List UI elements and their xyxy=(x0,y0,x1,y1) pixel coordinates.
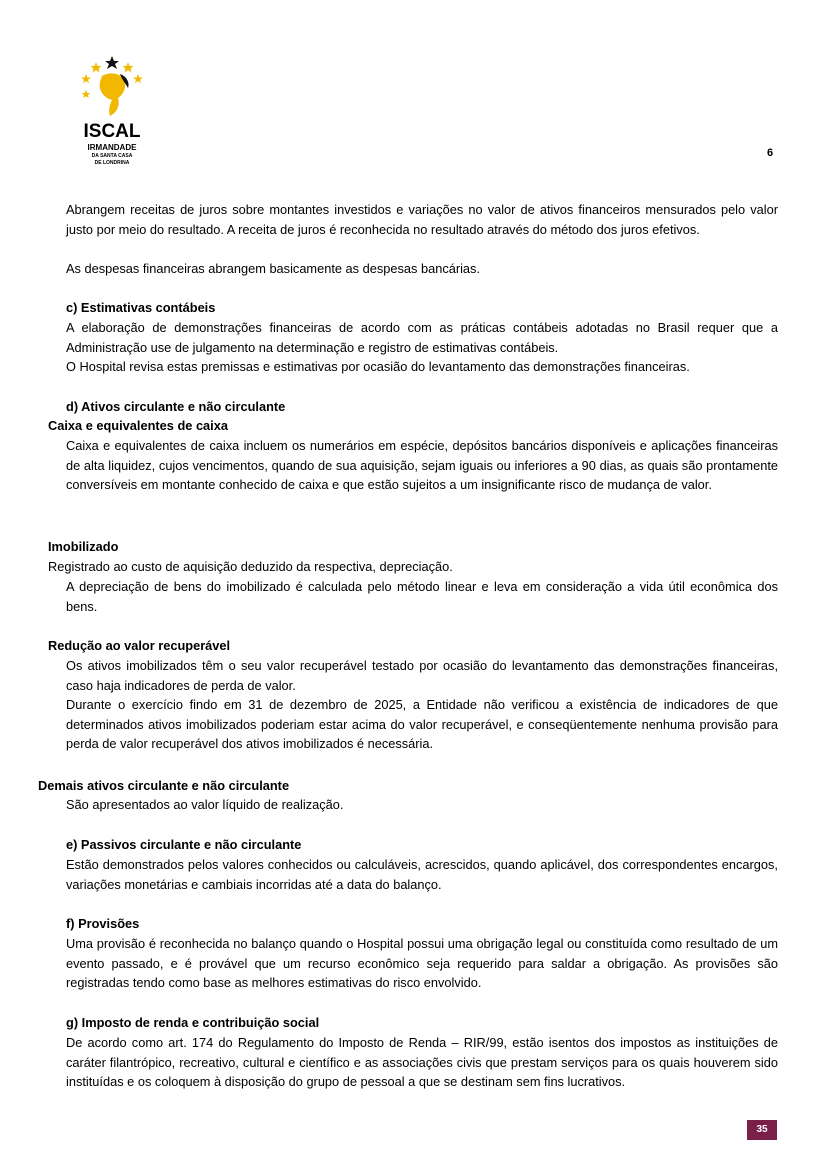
heading-passivos-circulante: e) Passivos circulante e não circulante xyxy=(66,837,302,852)
paragraph-receitas-financeiras: Abrangem receitas de juros sobre montantes investidos e variações no valor de ativos financeiros mensurados pelo valor justo por meio do resultado. A receita de juros é reconhecida no resultado através do método dos juros efetivos. xyxy=(66,202,778,237)
heading-estimativas-contabeis: c) Estimativas contábeis xyxy=(66,300,216,315)
page-number-badge: 35 xyxy=(747,1120,777,1140)
heading-reducao-valor-recuperavel: Redução ao valor recuperável xyxy=(48,638,231,653)
heading-ativos-circulante: d) Ativos circulante e não circulante xyxy=(66,399,286,414)
heading-imposto-renda: g) Imposto de renda e contribuição social xyxy=(66,1015,320,1030)
iscal-emblem-icon xyxy=(80,54,144,120)
logo-line-2: DA SANTA CASA xyxy=(91,153,133,159)
paragraph-imobilizado-1: Registrado ao custo de aquisição deduzido da respectiva, depreciação. xyxy=(48,559,453,574)
note-number: 6 xyxy=(767,147,774,159)
logo-line-1: IRMANDADE xyxy=(87,143,137,152)
paragraph-demais-ativos: São apresentados ao valor líquido de realização. xyxy=(66,797,344,812)
paragraph-caixa: Caixa e equivalentes de caixa incluem os numerários em espécie, depósitos bancários disponíveis e aplicações financeiras de alta liquidez, cujos vencimentos, quando de sua aquisição, sejam iguais ou inferiores a 90 dias, as quais são prontamente conversíveis em montante conhecido de caixa e que estão sujeitos a um insignificante risco de mudança de valor. xyxy=(66,438,778,492)
paragraph-reducao-2: Durante o exercício findo em 31 de dezembro de 2025, a Entidade não verificou a existência de indicadores de que determinados ativos imobilizados poderiam estar acima do valor recuperável, e conseqüentemente nenhuma provisão para perda de valor recuperável dos ativos imobilizados é necessária. xyxy=(66,697,778,751)
paragraph-despesas-financeiras: As despesas financeiras abrangem basicamente as despesas bancárias. xyxy=(66,261,481,276)
paragraph-imobilizado-2: A depreciação de bens do imobilizado é calculada pelo método linear e leva em consideração a vida útil econômica dos bens. xyxy=(66,579,778,614)
paragraph-provisoes: Uma provisão é reconhecida no balanço quando o Hospital possui uma obrigação legal ou constituída como resultado de um evento passado, e é provável que um recurso econômico seja requerido para saldar a obrigação. As provisões são registradas tendo como base as melhores estimativas do risco envolvido. xyxy=(66,936,778,990)
iscal-logo xyxy=(72,54,152,176)
heading-imobilizado: Imobilizado xyxy=(48,539,119,554)
paragraph-estimativas-2: O Hospital revisa estas premissas e estimativas por ocasião do levantamento das demonstrações financeiras. xyxy=(66,359,690,374)
heading-caixa-equivalentes: Caixa e equivalentes de caixa xyxy=(48,418,228,433)
paragraph-reducao-1: Os ativos imobilizados têm o seu valor recuperável testado por ocasião do levantamento das demonstrações financeiras, caso haja indicadores de perda de valor. xyxy=(66,658,778,693)
paragraph-passivos: Estão demonstrados pelos valores conhecidos ou calculáveis, acrescidos, quando aplicável, dos correspondentes encargos, variações monetárias e cambiais incorridas até a data do balanço. xyxy=(66,857,778,892)
paragraph-estimativas-1: A elaboração de demonstrações financeiras de acordo com as práticas contábeis adotadas no Brasil requer que a Administração use de julgamento na determinação e registro de estimativas contábeis. xyxy=(66,320,778,355)
heading-demais-ativos: Demais ativos circulante e não circulante xyxy=(38,778,290,793)
logo-line-3: DE LONDRINA xyxy=(94,160,130,166)
heading-provisoes: f) Provisões xyxy=(66,916,140,931)
paragraph-imposto-renda: De acordo como art. 174 do Regulamento do Imposto de Renda – RIR/99, estão isentos dos impostos as instituições de caráter filantrópico, recreativo, cultural e científico e as associações civis que prestam serviços para os quais houverem sido instituídas e os coloquem à disposição do grupo de pessoal a que se destinam sem fins lucrativos. xyxy=(66,1035,778,1089)
logo-wordmark: ISCAL xyxy=(83,121,141,142)
